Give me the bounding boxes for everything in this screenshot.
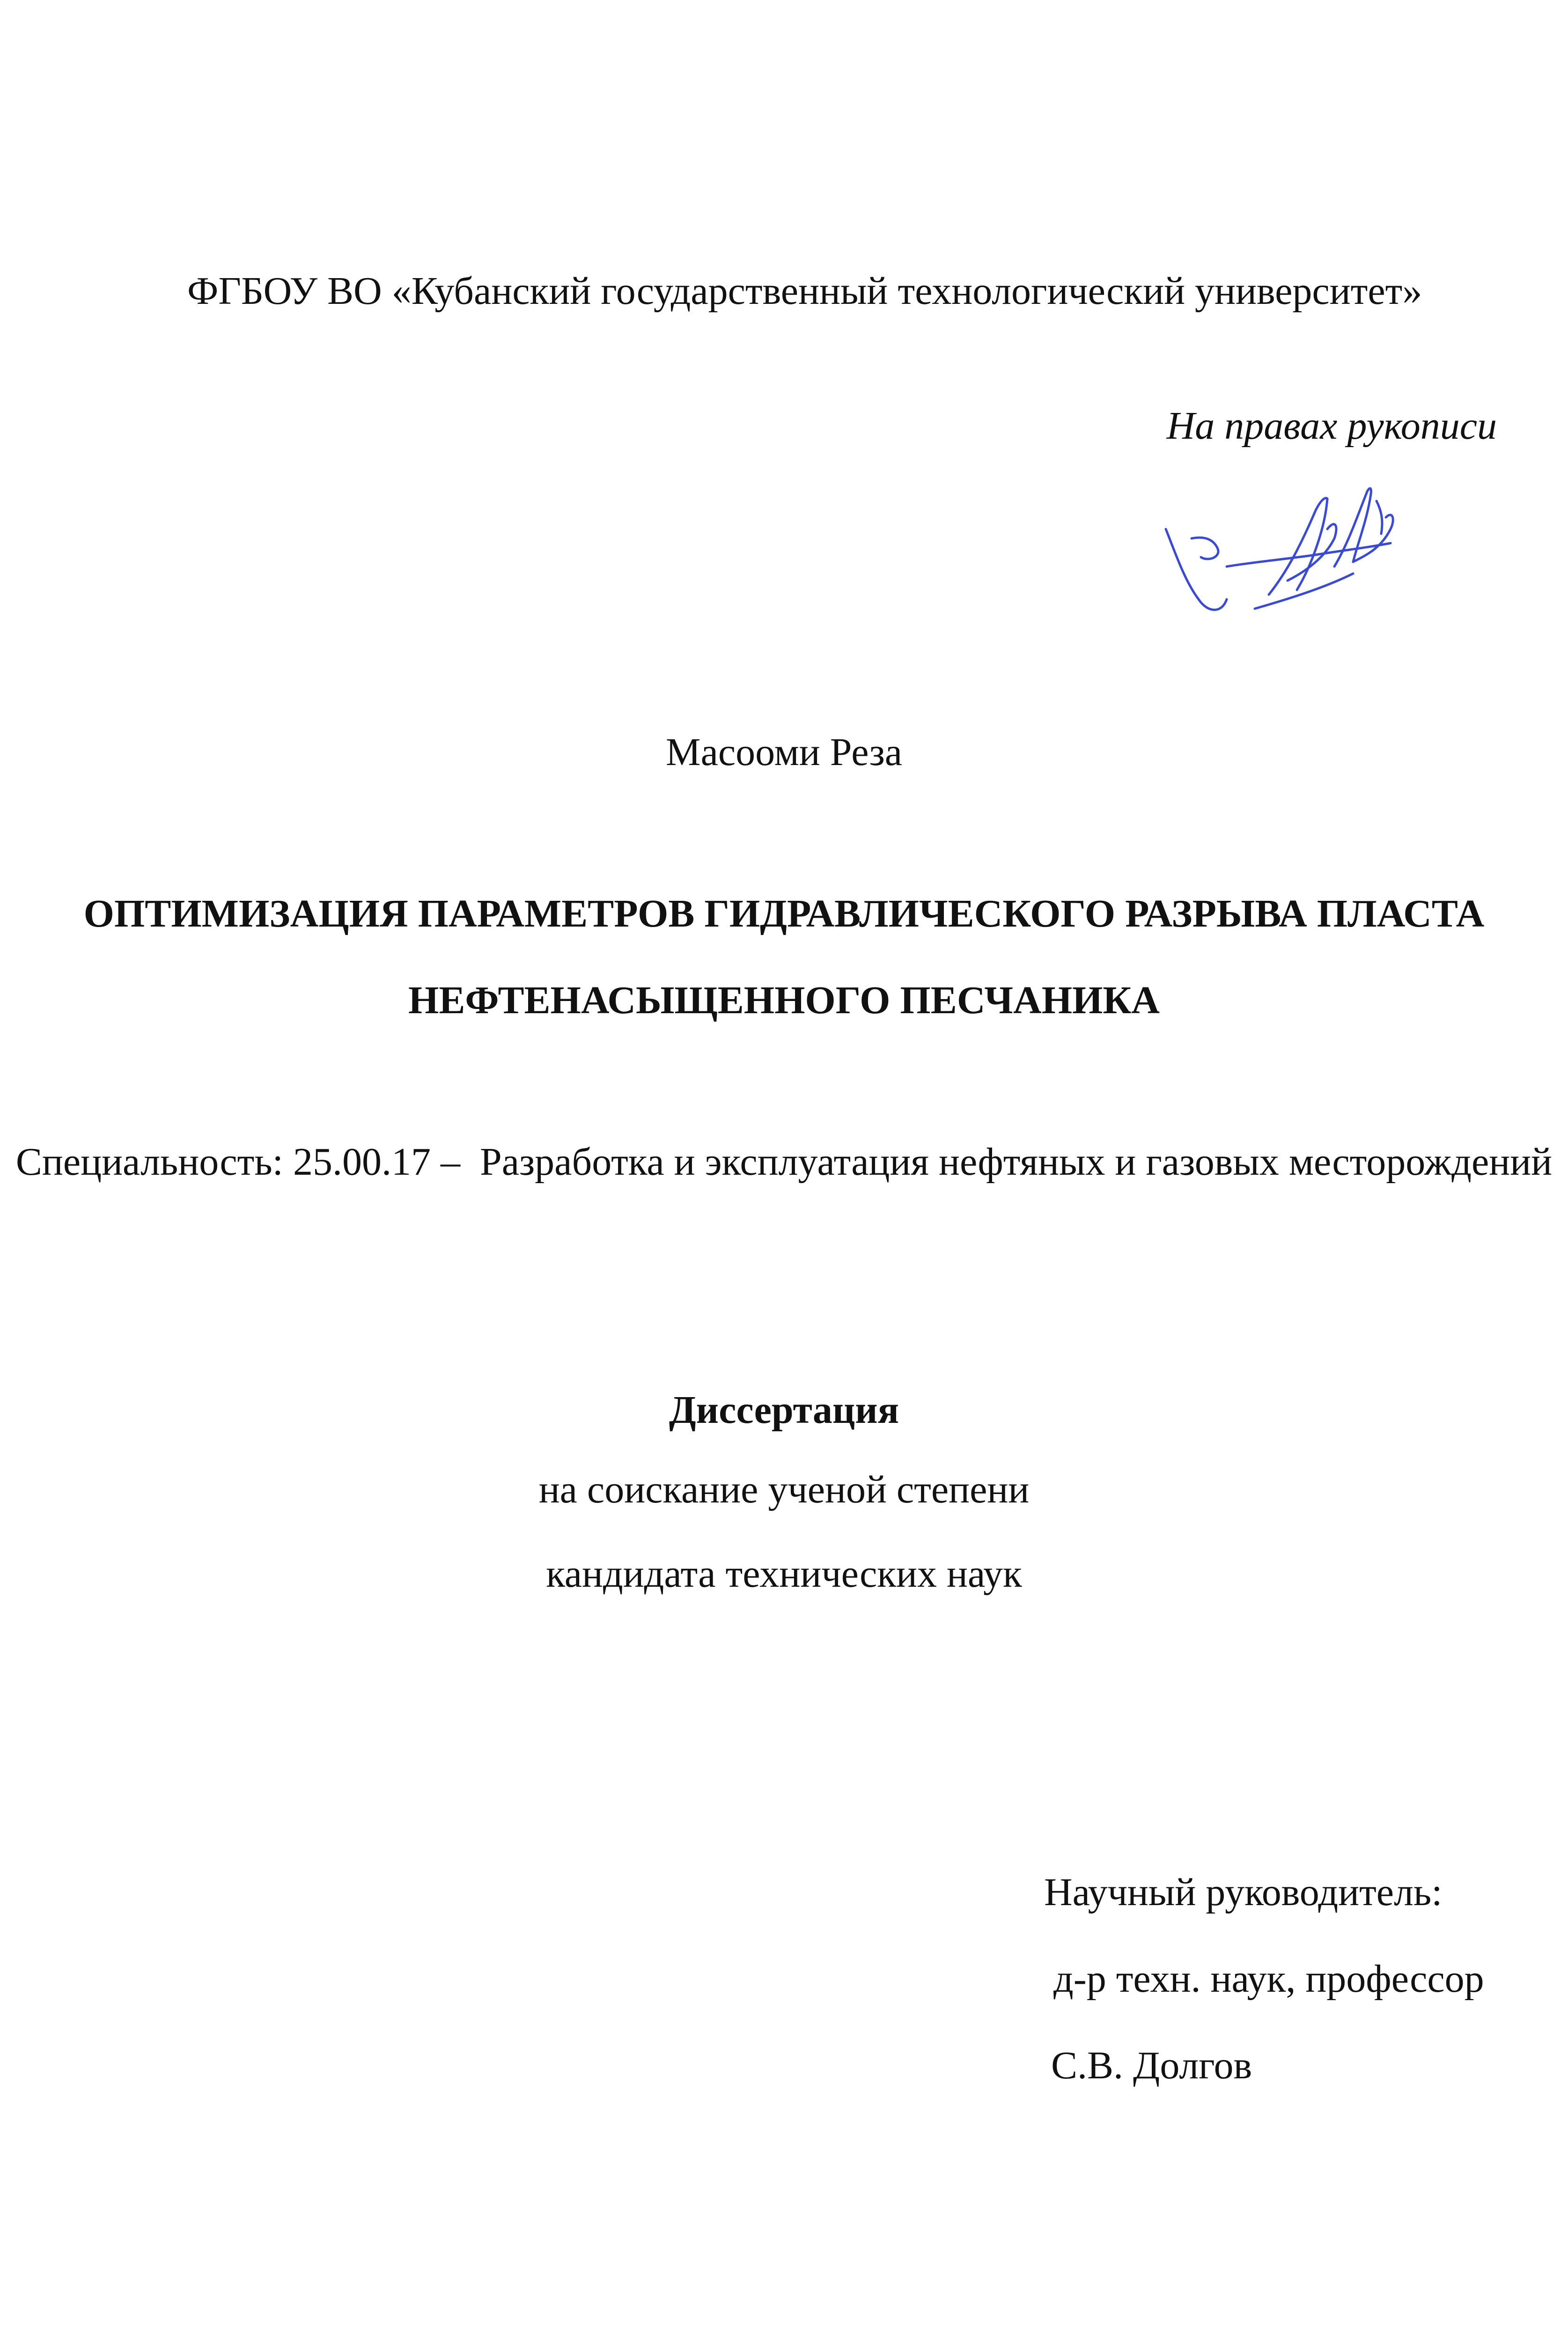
degree-purpose-line-2: кандидата технических наук (546, 1552, 1022, 1596)
signature-stroke (1269, 498, 1327, 595)
signature-stroke (1166, 529, 1227, 610)
dissertation-title-line-1: ОПТИМИЗАЦИЯ ПАРАМЕТРОВ ГИДРАВЛИЧЕСКОГО РАЗРЫВА ПЛАСТА (83, 892, 1485, 935)
signature-stroke (1377, 501, 1382, 534)
institution-name: ФГБОУ ВО «Кубанский государственный технологический университет» (187, 269, 1422, 313)
specialty-line: Специальность: 25.00.17 – Разработка и эксплуатация нефтяных и газовых месторождений (15, 1140, 1553, 1184)
signature-stroke (1192, 537, 1218, 559)
manuscript-note: На правах рукописи (1166, 404, 1497, 448)
dissertation-title-line-2: НЕФТЕНАСЫЩЕННОГО ПЕСЧАНИКА (408, 979, 1160, 1022)
supervisor-name: С.В. Долгов (1051, 2044, 1252, 2087)
signature-icon (1147, 473, 1409, 623)
document-type: Диссертация (669, 1388, 899, 1432)
degree-purpose-line-1: на соискание ученой степени (538, 1468, 1030, 1511)
supervisor-label: Научный руководитель: (1044, 1870, 1443, 1914)
supervisor-title: д-р техн. наук, профессор (1053, 1957, 1484, 2001)
author-name: Масооми Реза (665, 730, 903, 774)
